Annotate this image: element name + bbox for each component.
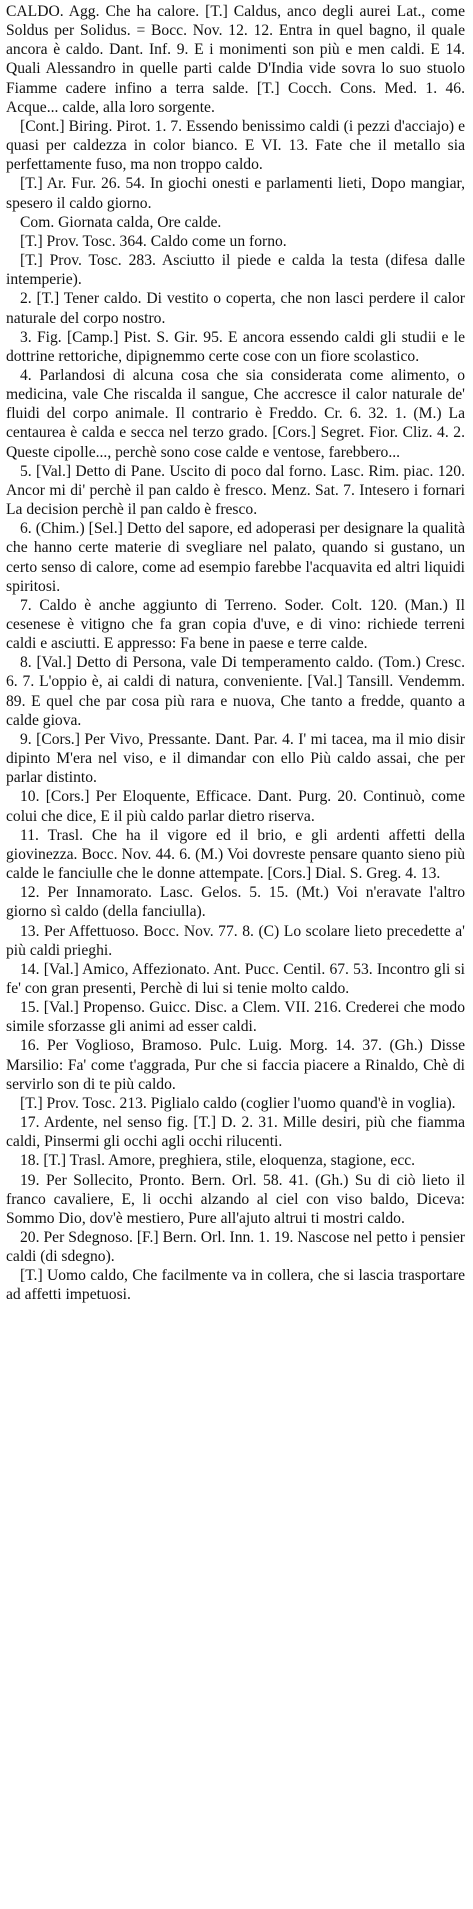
sense-8-paragraph: 8. [Val.] Detto di Persona, vale Di temperamento caldo. (Tom.) Cresc. 6. 7. L'oppio è, ai caldi di natura, conveniente. [Val.] Tansill. Vendemm. 89. E quel che par cosa più rara e nuova, Che tanto a fredde, quanto a calde giova. <box>6 654 465 729</box>
sense-16-paragraph: 16. Per Voglioso, Bramoso. Pulc. Luig. Morg. 14. 37. (Gh.) Disse Marsilio: Fa' come t'aggrada, Pur che si faccia piacere a Rinaldo, Chè di servirlo son di te più caldo. <box>6 1037 465 1093</box>
sense-2-paragraph: 2. [T.] Tener caldo. Di vestito o coperta, che non lasci perdere il calor naturale del corpo nostro. <box>6 290 465 327</box>
sense-5-paragraph: 5. [Val.] Detto di Pane. Uscito di poco dal forno. Lasc. Rim. piac. 120. Ancor mi di' perchè il pan caldo è fresco. Menz. Sat. 7. Intesero i fornari La decision perchè il pan caldo è fresco. <box>6 462 465 519</box>
entry-paragraph: [Cont.] Biring. Pirot. 1. 7. Essendo benissimo caldi (i pezzi d'acciajo) e quasi per caldezza in color bianco. E VI. 13. Fate che il metallo sia perfettamente fuso, ma non troppo caldo. <box>6 117 465 174</box>
sense-20-paragraph: 20. Per Sdegnoso. [F.] Bern. Orl. Inn. 1. 19. Nascose nel petto i pensier caldi (di sdegno). <box>6 1229 465 1266</box>
sense-9-paragraph: 9. [Cors.] Per Vivo, Pressante. Dant. Par. 4. I' mi tacea, ma il mio disir dipinto M'era nel viso, e il dimandar con ello Più caldo assai, che per parlar distinto. <box>6 730 465 787</box>
entry-paragraph: [T.] Uomo caldo, Che facilmente va in collera, che si lascia trasportare ad affetti impetuosi. <box>6 1267 465 1304</box>
sense-12-paragraph: 12. Per Innamorato. Lasc. Gelos. 5. 15. (Mt.) Voi n'eravate l'altro giorno sì caldo (della fanciulla). <box>6 884 465 921</box>
sense-17-paragraph: 17. Ardente, nel senso fig. [T.] D. 2. 31. Mille desiri, più che fiamma caldi, Pinsermi gli occhi agli occhi rilucenti. <box>6 1114 465 1151</box>
sense-19-paragraph: 19. Per Sollecito, Pronto. Bern. Orl. 58. 41. (Gh.) Su di ciò lieto il franco cavaliere, E, li occhi alzando al ciel con viso baldo, Diceva: Sommo Dio, dov'è mestiero, Pure all'ajuto altrui ti mostri caldo. <box>6 1171 465 1227</box>
sense-11-paragraph: 11. Trasl. Che ha il vigore ed il brio, e gli ardenti affetti della giovinezza. Bocc. Nov. 44. 6. (M.) Voi dovreste pensare quanto sieno più calde le fanciulle che le donne attempate. [Cors.] Dial. S. Greg. 4. 13. <box>6 826 465 883</box>
sense-6-paragraph: 6. (Chim.) [Sel.] Detto del sapore, ed adoperasi per designare la qualità che hanno certe materie di svegliare nel palato, quando si gustano, un certo senso di calore, come ad esempio farebbe l'acquavita ed altri liquidi spiritosi. <box>6 520 465 595</box>
sense-4-paragraph: 4. Parlandosi di alcuna cosa che sia considerata come alimento, o medicina, vale Che riscalda il sangue, Che accresce il calor naturale de' fluidi del corpo animale. Il contrario è Freddo. Cr. 6. 32. 1. (M.) La centaurea è calda e secca nel terzo grado. [Cors.] Segret. Fior. Cliz. 4. 2. Queste cipolle..., perchè sono cose calde e ventose, farebbero... <box>6 366 465 461</box>
sense-10-paragraph: 10. [Cors.] Per Eloquente, Efficace. Dant. Purg. 20. Continuò, come colui che dice, E il più caldo parlar dietro riserva. <box>6 788 465 825</box>
entry-paragraph: [T.] Ar. Fur. 26. 54. In giochi onesti e parlamenti lieti, Dopo mangiar, spesero il caldo giorno. <box>6 175 465 212</box>
entry-paragraph: [T.] Prov. Tosc. 283. Asciutto il piede e calda la testa (difesa dalle intemperie). <box>6 252 465 289</box>
sense-15-paragraph: 15. [Val.] Propenso. Guicc. Disc. a Clem. VII. 216. Crederei che modo simile sforzasse gli animi ad esser caldi. <box>6 999 465 1036</box>
sense-3-paragraph: 3. Fig. [Camp.] Pist. S. Gir. 95. E ancora essendo caldi gli studii e le dottrine rettoriche, dipignemmo certe cose con un fiore scolastico. <box>6 328 465 365</box>
sense-7-paragraph: 7. Caldo è anche aggiunto di Terreno. Soder. Colt. 120. (Man.) Il cesenese è vitigno che fa gran copia d'uve, e di vino: richiede terreni caldi e asciutti. E appresso: Fa bene in paese e terre calde. <box>6 596 465 653</box>
entry-paragraph: Com. Giornata calda, Ore calde. <box>20 213 222 231</box>
sense-18-paragraph: 18. [T.] Trasl. Amore, preghiera, stile, eloquenza, stagione, ecc. <box>20 1152 416 1170</box>
entry-paragraph: [T.] Prov. Tosc. 213. Piglialo caldo (coglier l'uomo quand'è in voglia). <box>20 1094 456 1112</box>
entry-paragraph: [T.] Prov. Tosc. 364. Caldo come un forno. <box>20 232 287 250</box>
sense-14-paragraph: 14. [Val.] Amico, Affezionato. Ant. Pucc. Centil. 67. 53. Incontro gli si fe' con gran presenti, Perchè di lui si tenie molto caldo. <box>6 960 465 997</box>
sense-13-paragraph: 13. Per Affettuoso. Bocc. Nov. 77. 8. (C) Lo scolare lieto precedette a' più caldi prieghi. <box>6 922 465 959</box>
entry-headword-paragraph: CALDO. Agg. Che ha calore. [T.] Caldus, anco degli aurei Lat., come Soldus per Solidus. = Bocc. Nov. 12. 12. Entra in quel bagno, il quale ancora è caldo. Dant. Inf. 9. E i monimenti son più e men caldi. E 14. Quali Alessandro in quelle parti calde D'India vide sovra lo suo stuolo Fiamme cadere infino a terra salde. [T.] Cocch. Cons. Med. 1. 46. Acque... calde, alla loro sorgente. <box>6 3 465 116</box>
